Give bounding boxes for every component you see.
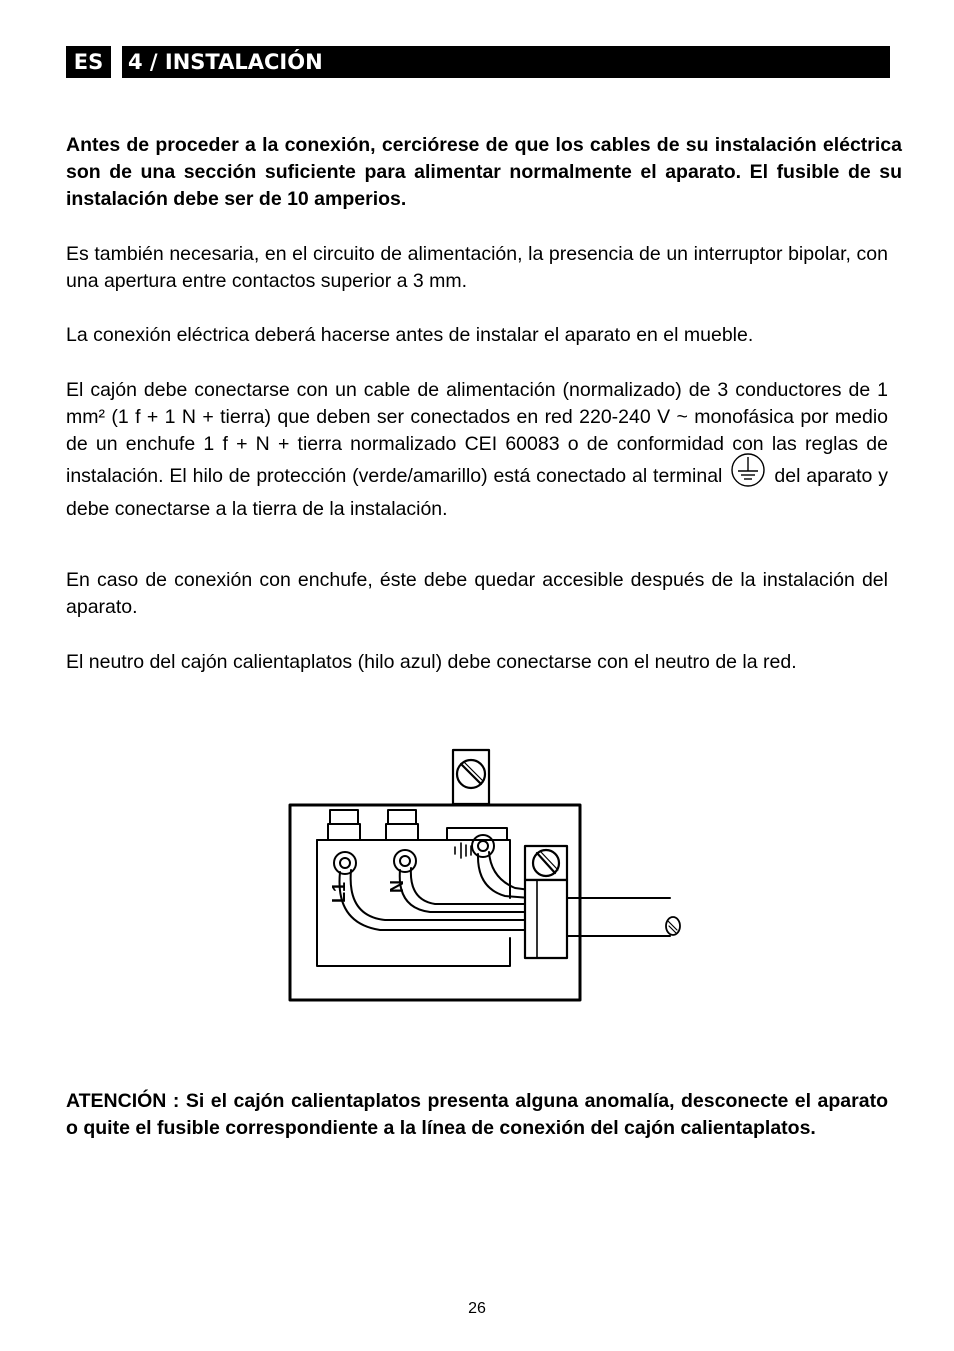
attention-paragraph: ATENCIÓN : Si el cajón calientaplatos presenta alguna anomalía, desconecte el aparato o quite el fusible correspondiente a la línea de conexión del cajón calientaplatos. [66,1090,888,1139]
neutral-wire-paragraph: El neutro del cajón calientaplatos (hilo azul) debe conectarse con el neutro de la red. [66,651,797,673]
intro-warning-paragraph: Antes de proceder a la conexión, cerciórese de que los cables de su instalación eléctrica son de una sección suficiente para alimentar normalmente el aparato. El fusible de su instalación debe ser de 10 amperios. [66,134,902,210]
section-title: 4 / INSTALACIÓN [122,46,890,78]
terminal-block-diagram [285,748,695,1008]
language-tag: ES [66,46,111,78]
bipolar-switch-paragraph: Es también necesaria, en el circuito de alimentación, la presencia de un interruptor bipolar, con una apertura entre contactos superior a 3 mm. [66,243,888,292]
plug-access-paragraph: En caso de conexión con enchufe, éste debe quedar accesible después de la instalación del aparato. [66,569,888,618]
page-number: 26 [468,1300,486,1317]
power-cable-text-before: El cajón debe conectarse con un cable de alimentación (normalizado) de 3 conductores de 1 mm² (1 f + 1 N + tierra) que deben ser conectados en red 220-240 V ~ monofásica por medio de un enchufe 1 f + N + tierra normalizado CEI 60083 o de conformidad con las reglas de instalación. El hilo de protección (verde/amarillo) está conectado al terminal [66,379,888,488]
connection-timing-paragraph: La conexión eléctrica deberá hacerse antes de instalar el aparato en el mueble. [66,324,754,346]
power-cable-text-after: del aparato y debe conectarse a la tierra de la instalación. [66,465,888,520]
ground-terminal-icon [730,452,766,496]
label-n: N [387,880,407,893]
label-l1: L1 [329,882,349,904]
power-cable-paragraph [66,377,888,523]
